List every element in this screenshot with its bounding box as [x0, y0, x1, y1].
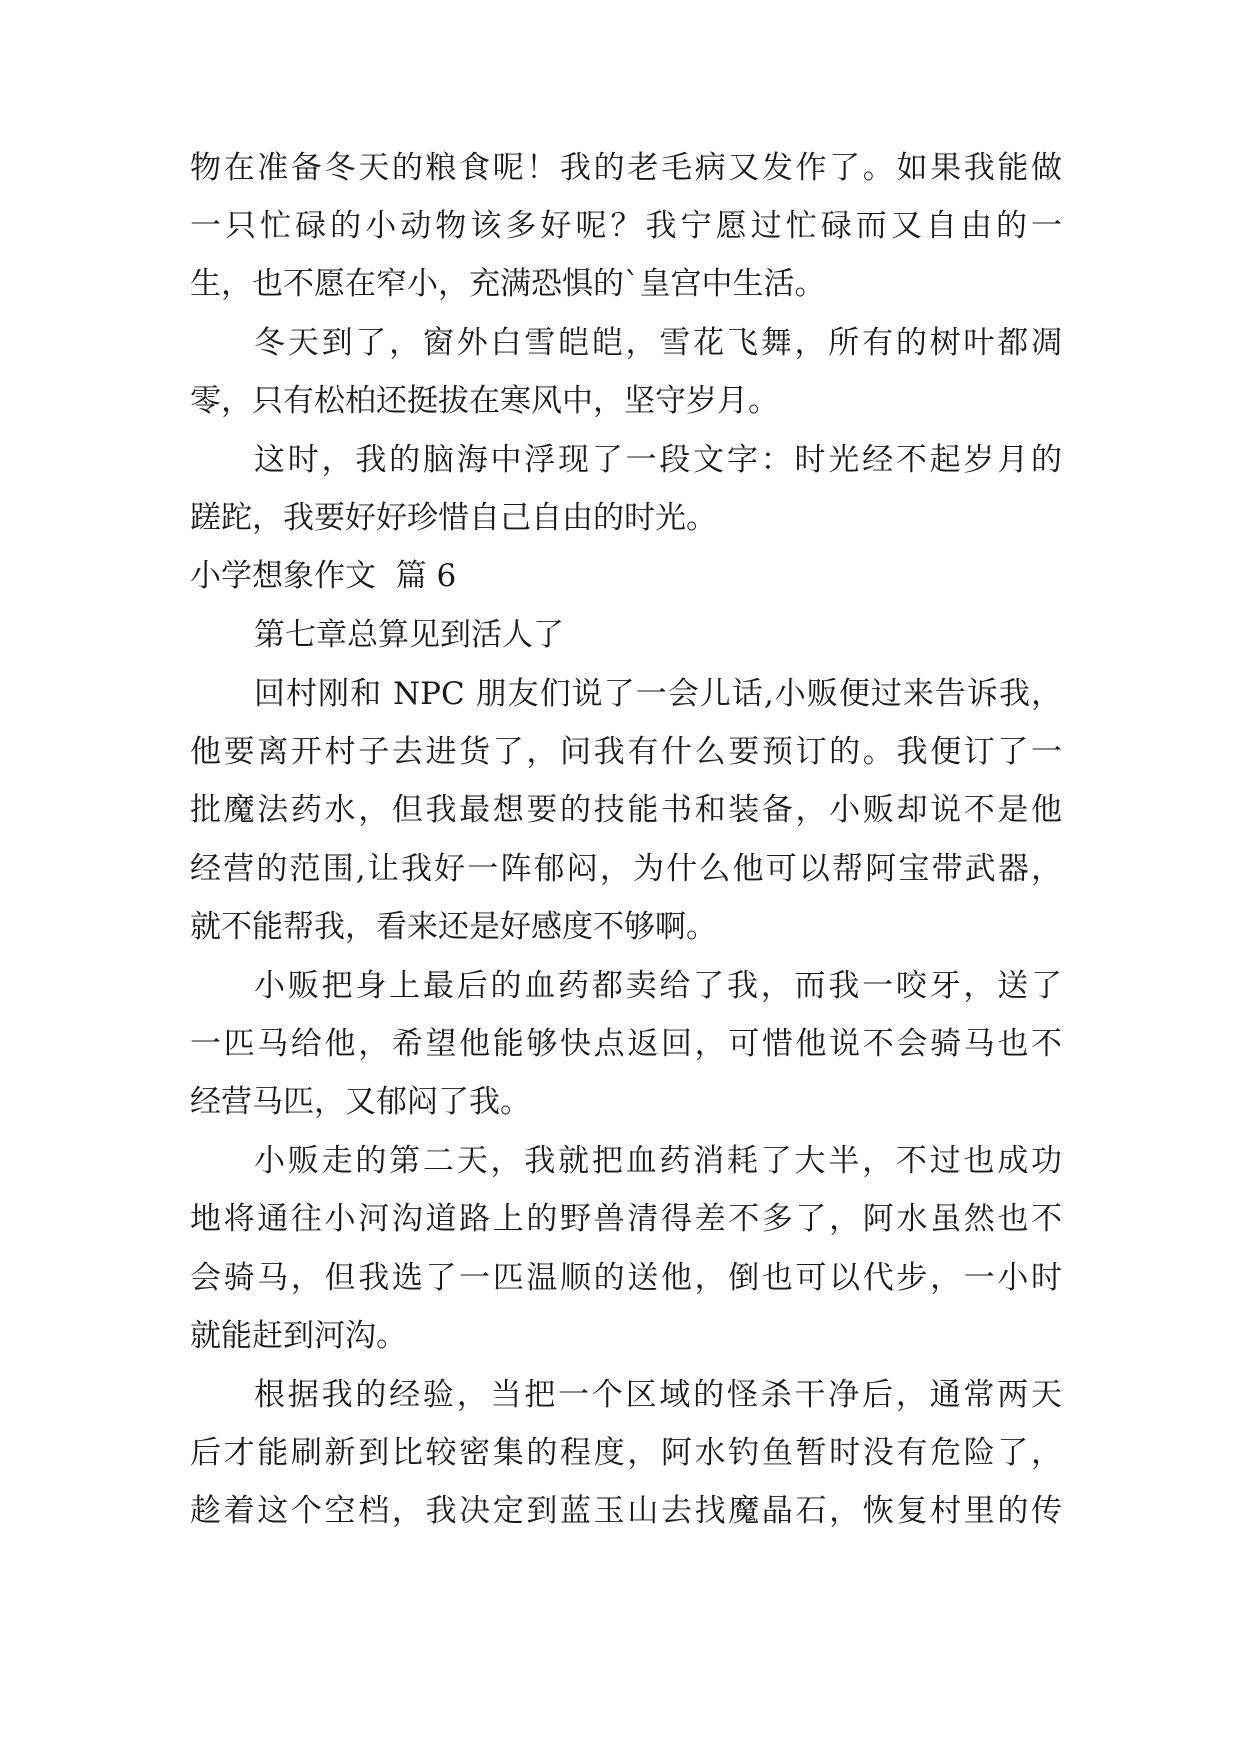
text-line: 回村刚和 NPC 朋友们说了一会儿话,小贩便过来告诉我，: [254, 676, 1062, 712]
text-line: 零，只有松柏还挺拔在寒风中，坚守岁月。: [190, 383, 779, 419]
text-line: 经营马匹，又郁闷了我。: [190, 1084, 531, 1120]
text-line: 他要离开村子去进货了，问我有什么要预订的。我便订了一: [190, 734, 1062, 770]
text-line: 就能赶到河沟。: [190, 1318, 407, 1354]
text-line: 就不能帮我，看来还是好感度不够啊。: [190, 909, 717, 945]
text-line: 后才能刷新到比较密集的程度，阿水钓鱼暂时没有危险了，: [190, 1435, 1062, 1471]
chapter-title: 第七章总算见到活人了: [254, 617, 564, 653]
section-heading: 小学想象作文 篇 6: [190, 558, 457, 594]
text-line: 地将通往小河沟道路上的野兽清得差不多了，阿水虽然也不: [190, 1201, 1062, 1237]
text-line: 经营的范围,让我好一阵郁闷，为什么他可以帮阿宝带武器，: [190, 851, 1062, 887]
text-line: 根据我的经验，当把一个区域的怪杀干净后，通常两天: [254, 1377, 1062, 1413]
text-line: 生，也不愿在窄小，充满恐惧的`皇宫中生活。: [190, 266, 826, 302]
text-line: 小贩走的第二天，我就把血药消耗了大半，不过也成功: [254, 1143, 1062, 1179]
text-line: 蹉跎，我要好好珍惜自己自由的时光。: [190, 500, 717, 536]
text-line: 趁着这个空档，我决定到蓝玉山去找魔晶石，恢复村里的传: [190, 1493, 1062, 1529]
text-line: 一只忙碌的小动物该多好呢？我宁愿过忙碌而又自由的一: [190, 208, 1062, 244]
text-line: 物在准备冬天的粮食呢！我的老毛病又发作了。如果我能做: [190, 150, 1062, 186]
text-line: 小贩把身上最后的血药都卖给了我，而我一咬牙，送了: [254, 968, 1062, 1004]
text-line: 会骑马，但我选了一匹温顺的送他，倒也可以代步，一小时: [190, 1260, 1062, 1296]
text-line: 一匹马给他，希望他能够快点返回，可惜他说不会骑马也不: [190, 1026, 1062, 1062]
text-line: 这时，我的脑海中浮现了一段文字：时光经不起岁月的: [254, 442, 1062, 478]
text-line: 批魔法药水，但我最想要的技能书和装备，小贩却说不是他: [190, 792, 1062, 828]
text-line: 冬天到了，窗外白雪皑皑，雪花飞舞，所有的树叶都凋: [254, 325, 1062, 361]
